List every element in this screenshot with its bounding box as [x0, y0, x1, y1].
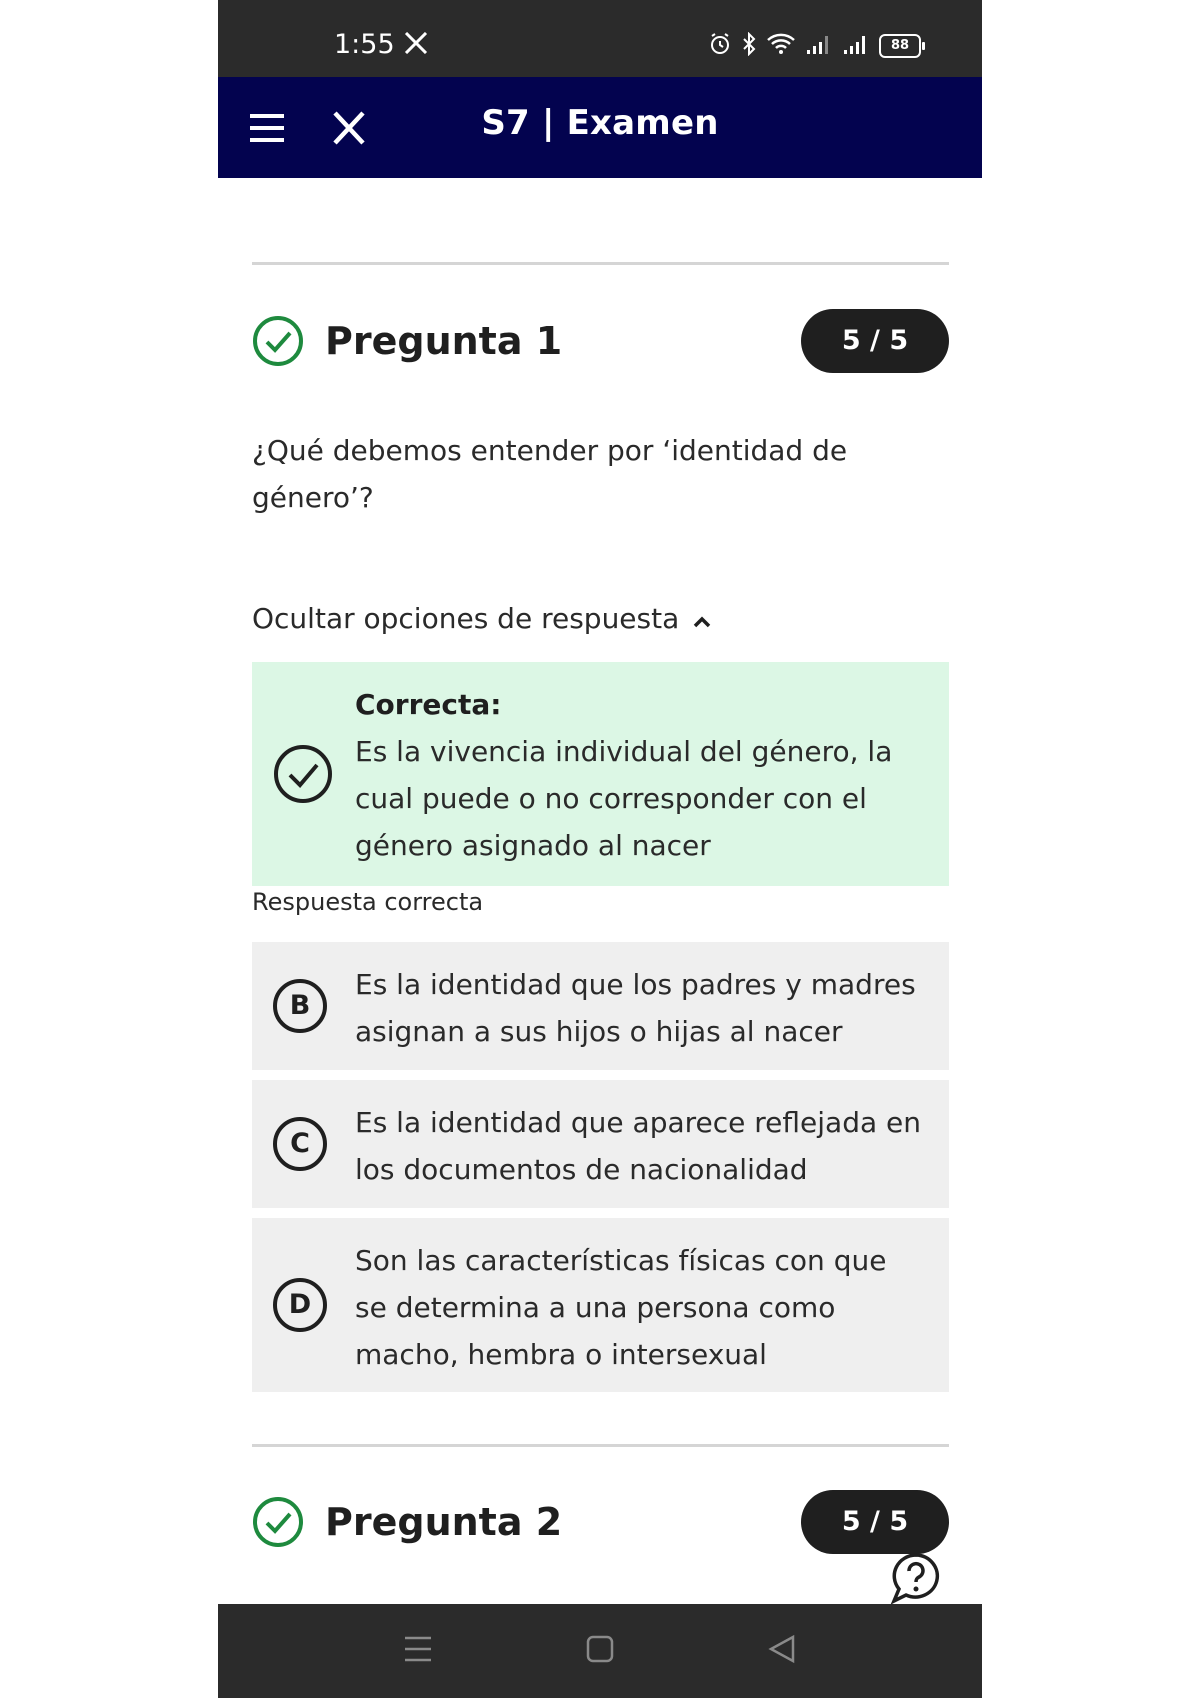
question-title: Pregunta 1 — [325, 319, 563, 363]
bluetooth-icon — [741, 32, 757, 60]
answer-option-d[interactable] — [252, 1218, 949, 1392]
question-title: Pregunta 2 — [325, 1500, 563, 1544]
toggle-label: Ocultar opciones de respuesta — [252, 602, 680, 635]
answer-text — [355, 681, 925, 869]
option-letter-c: C — [273, 1117, 327, 1171]
nav-back-icon[interactable] — [768, 1634, 796, 1668]
divider — [252, 262, 949, 265]
answer-text: Son las características físicas con que se determina a una persona como macho, hembra o intersexual — [355, 1244, 887, 1371]
question-header — [252, 1490, 949, 1556]
page-title: S7 | Examen — [481, 103, 719, 143]
wifi-icon — [766, 32, 796, 60]
question-text: ¿Qué debemos entender por ‘identidad de género’? — [252, 434, 848, 514]
divider — [252, 1444, 949, 1447]
x-logo-icon — [404, 32, 428, 58]
app-header — [218, 77, 982, 178]
correct-answer-text: Es la vivencia individual del género, la cual puede o no corresponder con el género asignado al nacer — [355, 735, 893, 862]
question-header — [252, 309, 949, 375]
answer-option-correct[interactable] — [252, 662, 949, 886]
answer-text: Es la identidad que los padres y madres asignan a sus hijos o hijas al nacer — [355, 968, 916, 1048]
answer-option-c[interactable] — [252, 1080, 949, 1208]
phone-screen — [218, 0, 982, 1698]
option-letter-b: B — [273, 979, 327, 1033]
system-nav-bar — [218, 1604, 982, 1698]
status-icons — [708, 32, 921, 60]
toggle-answer-options[interactable] — [252, 602, 711, 635]
score-badge: 5 / 5 — [801, 1490, 949, 1554]
status-time: 1:55 — [334, 29, 395, 60]
score-badge: 5 / 5 — [801, 309, 949, 373]
status-bar — [218, 0, 982, 77]
option-letter-d: D — [273, 1278, 327, 1332]
battery-icon: 88 — [879, 34, 921, 58]
correct-label: Correcta: — [355, 688, 502, 721]
check-circle-icon — [252, 1496, 304, 1552]
answer-option-b[interactable] — [252, 942, 949, 1070]
check-circle-icon — [273, 744, 333, 808]
signal-icon — [805, 32, 833, 60]
check-circle-icon — [252, 315, 304, 371]
nav-home-icon[interactable] — [586, 1634, 614, 1668]
signal-icon — [842, 32, 870, 60]
chevron-up-icon — [693, 602, 711, 635]
alarm-icon — [708, 32, 732, 60]
correct-answer-caption: Respuesta correcta — [252, 888, 484, 916]
help-icon[interactable] — [888, 1552, 944, 1608]
answer-text: Es la identidad que aparece reflejada en los documentos de nacionalidad — [355, 1106, 922, 1186]
nav-recents-icon[interactable] — [404, 1634, 432, 1668]
